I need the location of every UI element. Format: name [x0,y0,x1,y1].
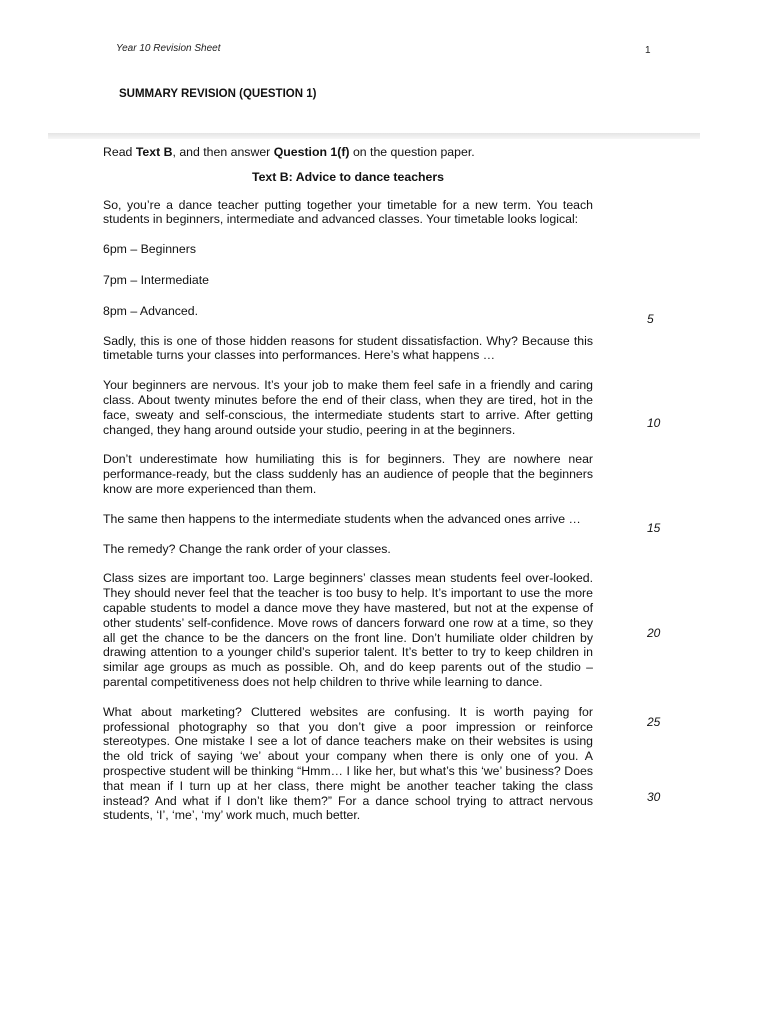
instruction-line [103,145,593,160]
line-number: 30 [647,790,661,804]
sheet-heading: SUMMARY REVISION (QUESTION 1) [119,88,317,100]
paragraph: Don’t underestimate how humiliating this is for beginners. They are nowhere near performance-ready, but the class suddenly has an audience of people that the beginners know are more experienced than them. [103,452,593,496]
question-reference: Question 1(f) [273,145,350,159]
text-reference: Text B [135,145,173,159]
running-title: Year 10 Revision Sheet [116,43,221,54]
instruction-prefix: Read [103,145,136,159]
paragraph: Your beginners are nervous. It’s your job to make them feel safe in a friendly and caring class. About twenty minutes before the end of their class, when they are tired, hot in the face, sweaty and self-conscious, the intermediate students start to arrive. After getting changed, they hang around outside your studio, peering in at the beginners. [103,378,593,437]
line-number: 25 [647,715,661,729]
paragraph: What about marketing? Cluttered websites are confusing. It is worth paying for professional photography so that you don’t give a poor impression or reinforce stereotypes. One mistake I see a lot of dance teachers make on their websites is using the old trick of saying ‘we’ about your company when there is only one of you. A prospective student will be thinking “Hmm… I like her, but what’s this ‘we’ business? Does that mean if I turn up at her class, there might be another teacher taking the class instead? And what if I don’t like them?” For a dance school trying to attract nervous students, ‘I’, ‘me’, ‘my’ work much, much better. [103,704,593,823]
timetable-line: 8pm – Advanced. [103,303,199,318]
paragraph: So, you’re a dance teacher putting together your timetable for a new term. You teach students in beginners, intermediate and advanced classes. Your timetable looks logical: [103,197,593,227]
line-number: 20 [647,626,661,640]
page-number: 1 [645,45,651,56]
section-divider [48,133,700,139]
paragraph: Sadly, this is one of those hidden reasons for student dissatisfaction. Why? Because this timetable turns your classes into performances. Here’s what happens … [103,333,593,363]
instruction-suffix: on the question paper. [349,145,475,159]
paragraph: The remedy? Change the rank order of your classes. [103,541,391,556]
line-number: 10 [647,416,661,430]
line-number: 5 [647,312,654,326]
timetable-line: 6pm – Beginners [103,242,196,257]
text-b-body [103,145,593,823]
timetable-line: 7pm – Intermediate [103,272,209,287]
instruction-middle: , and then answer [172,145,274,159]
paragraph: Class sizes are important too. Large beginners’ classes mean students feel over-looked. They should never feel that the teacher is too busy to help. It’s important to use the more capable students to model a dance move they have mastered, but not at the expense of other students’ self-confidence. Move rows of dancers forward one row at a time, so they all get the chance to be the dancers on the front line. Don’t humiliate older children by drawing attention to a younger child’s superior talent. It’s better to try to keep children in similar age groups as much as possible. Oh, and do keep parents out of the studio – parental competitiveness does not help children to thrive while learning to dance. [103,571,593,689]
line-number: 15 [647,521,661,535]
text-title: Text B: Advice to dance teachers [251,169,445,184]
paragraph: The same then happens to the intermediate students when the advanced ones arrive … [103,511,581,526]
